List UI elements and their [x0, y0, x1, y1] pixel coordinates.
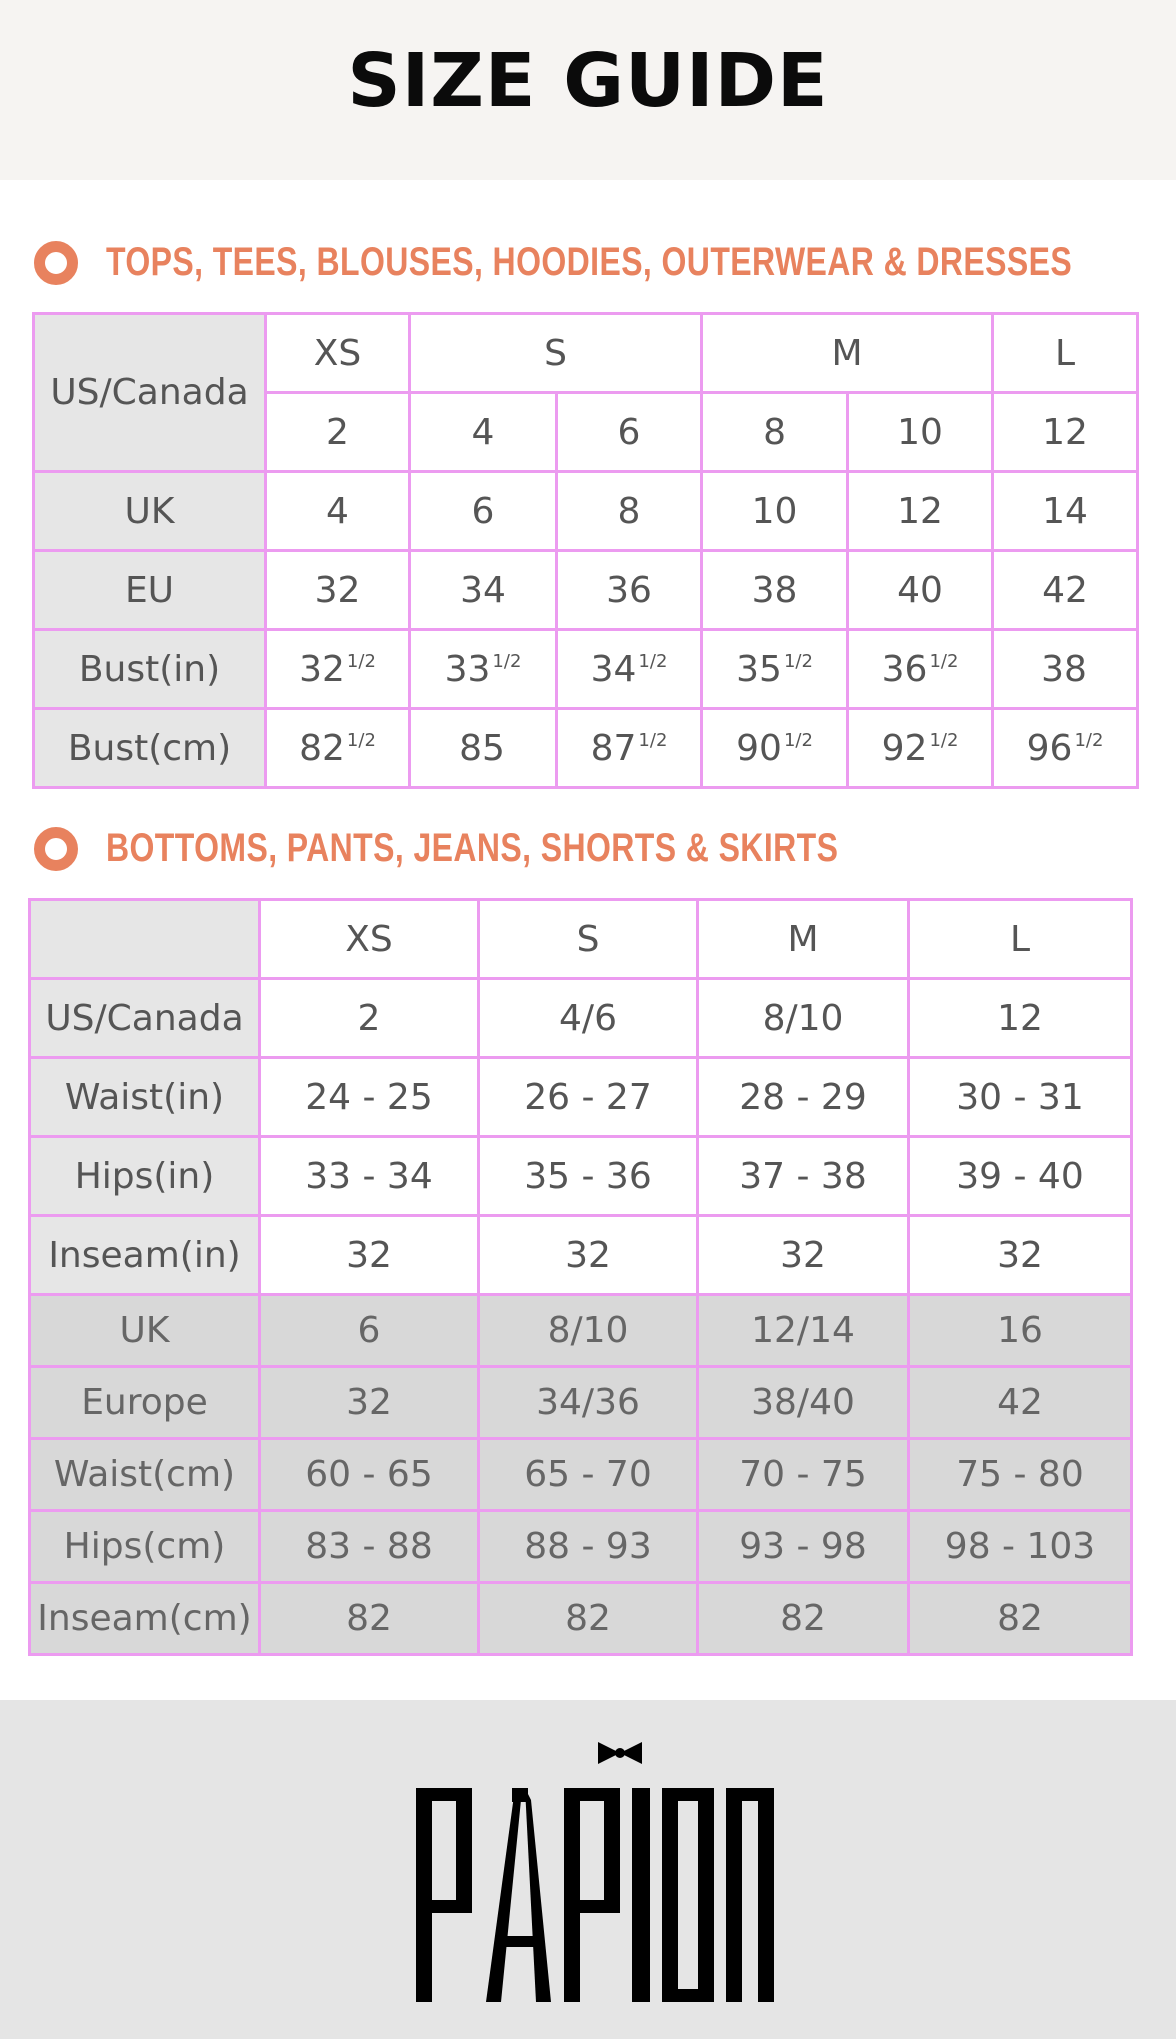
table-cell: 12: [993, 393, 1138, 472]
table-cell: 4: [266, 472, 410, 551]
tops-heading-text: TOPS, TEES, BLOUSES, HOODIES, OUTERWEAR & DRESSES: [106, 240, 1073, 284]
table-cell: 75 - 80: [909, 1439, 1132, 1511]
cell-fraction: 1/2: [929, 650, 959, 672]
row-label-us-canada: US/Canada: [34, 314, 266, 472]
bottoms-section-heading: [34, 826, 1021, 871]
cell-value: 87: [590, 727, 637, 769]
table-cell: [993, 709, 1138, 788]
table-cell: 26 - 27: [479, 1058, 698, 1137]
table-cell: 32: [260, 1367, 479, 1439]
cell-value: 82: [299, 727, 345, 769]
table-cell: 16: [909, 1295, 1132, 1367]
bullet-circle-icon: [34, 241, 78, 285]
table-cell: 38: [702, 551, 848, 630]
table-cell: 14: [993, 472, 1138, 551]
table-cell: 4/6: [479, 979, 698, 1058]
table-row: [34, 709, 1138, 788]
table-cell: 82: [479, 1583, 698, 1655]
table-cell: 37 - 38: [698, 1137, 909, 1216]
cell-value: 34: [590, 648, 637, 690]
table-row: [30, 1583, 1132, 1655]
size-header-l: L: [993, 314, 1138, 393]
table-cell: 82: [909, 1583, 1132, 1655]
table-cell: 28 - 29: [698, 1058, 909, 1137]
papion-logo-mark: [404, 1700, 774, 2039]
table-cell: 39 - 40: [909, 1137, 1132, 1216]
table-cell: 34/36: [479, 1367, 698, 1439]
table-cell: 6: [260, 1295, 479, 1367]
row-label-bust-in: Bust(in): [34, 630, 266, 709]
table-cell: 35 - 36: [479, 1137, 698, 1216]
table-cell: 38/40: [698, 1367, 909, 1439]
size-header-s: S: [410, 314, 702, 393]
table-cell: 12: [909, 979, 1132, 1058]
row-label-inseam-in: Inseam(in): [30, 1216, 260, 1295]
cell-value: 35: [736, 648, 782, 690]
row-label-uk: UK: [34, 472, 266, 551]
cell-value: 90: [736, 727, 782, 769]
table-cell: 2: [266, 393, 410, 472]
row-label-eu: EU: [34, 551, 266, 630]
size-header-xs: XS: [266, 314, 410, 393]
table-cell: 36: [557, 551, 702, 630]
table-cell: [993, 630, 1138, 709]
table-cell: 83 - 88: [260, 1511, 479, 1583]
table-cell: [410, 709, 557, 788]
cell-fraction: 1/2: [638, 729, 668, 751]
table-row: [30, 1439, 1132, 1511]
table-cell: 88 - 93: [479, 1511, 698, 1583]
page-title: SIZE GUIDE: [347, 38, 829, 124]
table-cell: [410, 630, 557, 709]
table-cell: 8/10: [698, 979, 909, 1058]
table-cell: 12/14: [698, 1295, 909, 1367]
cell-fraction: 1/2: [783, 729, 813, 751]
table-row: [34, 630, 1138, 709]
cell-fraction: 1/2: [492, 650, 522, 672]
table-row: [30, 1058, 1132, 1137]
table-cell: 4: [410, 393, 557, 472]
header-corner-cell: [30, 900, 260, 979]
cell-value: 85: [459, 727, 505, 769]
cell-value: 33: [444, 648, 491, 690]
row-label-inseam-cm: Inseam(cm): [30, 1583, 260, 1655]
table-cell: 2: [260, 979, 479, 1058]
cell-fraction: 1/2: [783, 650, 813, 672]
table-cell: 12: [848, 472, 993, 551]
table-row: [30, 900, 1132, 979]
table-cell: [266, 630, 410, 709]
table-cell: 32: [698, 1216, 909, 1295]
row-label-hips-in: Hips(in): [30, 1137, 260, 1216]
papion-logo: [404, 1700, 774, 2044]
size-header-xs: XS: [260, 900, 479, 979]
table-row: [34, 314, 1138, 393]
row-label-europe: Europe: [30, 1367, 260, 1439]
table-cell: [702, 709, 848, 788]
table-cell: [266, 709, 410, 788]
row-label-hips-cm: Hips(cm): [30, 1511, 260, 1583]
cell-value: 92: [881, 727, 928, 769]
row-label-waist-in: Waist(in): [30, 1058, 260, 1137]
cell-fraction: 1/2: [929, 729, 959, 751]
table-cell: 10: [848, 393, 993, 472]
table-cell: 93 - 98: [698, 1511, 909, 1583]
table-row: [34, 472, 1138, 551]
cell-fraction: 1/2: [346, 729, 376, 751]
table-cell: 42: [909, 1367, 1132, 1439]
table-row: [30, 1295, 1132, 1367]
table-cell: 40: [848, 551, 993, 630]
size-header-s: S: [479, 900, 698, 979]
table-cell: 32: [260, 1216, 479, 1295]
table-row: [34, 551, 1138, 630]
cell-fraction: 1/2: [638, 650, 668, 672]
table-row: [30, 1367, 1132, 1439]
row-label-uk: UK: [30, 1295, 260, 1367]
table-cell: 10: [702, 472, 848, 551]
table-cell: 82: [260, 1583, 479, 1655]
table-cell: 60 - 65: [260, 1439, 479, 1511]
table-row: [30, 1216, 1132, 1295]
tops-size-table: [32, 312, 1139, 789]
table-cell: 30 - 31: [909, 1058, 1132, 1137]
bow-tie-icon: [598, 1742, 642, 1764]
table-cell: 32: [479, 1216, 698, 1295]
table-row: [30, 1511, 1132, 1583]
table-cell: [557, 630, 702, 709]
table-cell: 42: [993, 551, 1138, 630]
bottoms-size-table: [28, 898, 1133, 1656]
row-label-us-canada: US/Canada: [30, 979, 260, 1058]
table-cell: 82: [698, 1583, 909, 1655]
cell-fraction: 1/2: [1074, 729, 1104, 751]
table-row: [30, 979, 1132, 1058]
bottoms-heading-text: BOTTOMS, PANTS, JEANS, SHORTS & SKIRTS: [106, 826, 839, 870]
table-cell: 65 - 70: [479, 1439, 698, 1511]
table-cell: [848, 630, 993, 709]
table-cell: 24 - 25: [260, 1058, 479, 1137]
cell-fraction: 1/2: [346, 650, 376, 672]
size-header-m: M: [698, 900, 909, 979]
size-header-l: L: [909, 900, 1132, 979]
bullet-circle-icon: [34, 827, 78, 871]
table-cell: 34: [410, 551, 557, 630]
cell-value: 36: [881, 648, 928, 690]
table-cell: 6: [410, 472, 557, 551]
size-header-m: M: [702, 314, 993, 393]
row-label-waist-cm: Waist(cm): [30, 1439, 260, 1511]
table-cell: 8: [702, 393, 848, 472]
cell-value: 32: [299, 648, 345, 690]
table-cell: 70 - 75: [698, 1439, 909, 1511]
cell-value: 96: [1026, 727, 1073, 769]
table-cell: 8/10: [479, 1295, 698, 1367]
table-cell: 32: [266, 551, 410, 630]
table-cell: [557, 709, 702, 788]
tops-section-heading: [34, 240, 1176, 285]
table-cell: 32: [909, 1216, 1132, 1295]
table-cell: 8: [557, 472, 702, 551]
table-cell: 6: [557, 393, 702, 472]
table-cell: [848, 709, 993, 788]
cell-value: 38: [1041, 648, 1087, 690]
row-label-bust-cm: Bust(cm): [34, 709, 266, 788]
table-row: [30, 1137, 1132, 1216]
table-cell: 33 - 34: [260, 1137, 479, 1216]
table-cell: [702, 630, 848, 709]
table-cell: 98 - 103: [909, 1511, 1132, 1583]
